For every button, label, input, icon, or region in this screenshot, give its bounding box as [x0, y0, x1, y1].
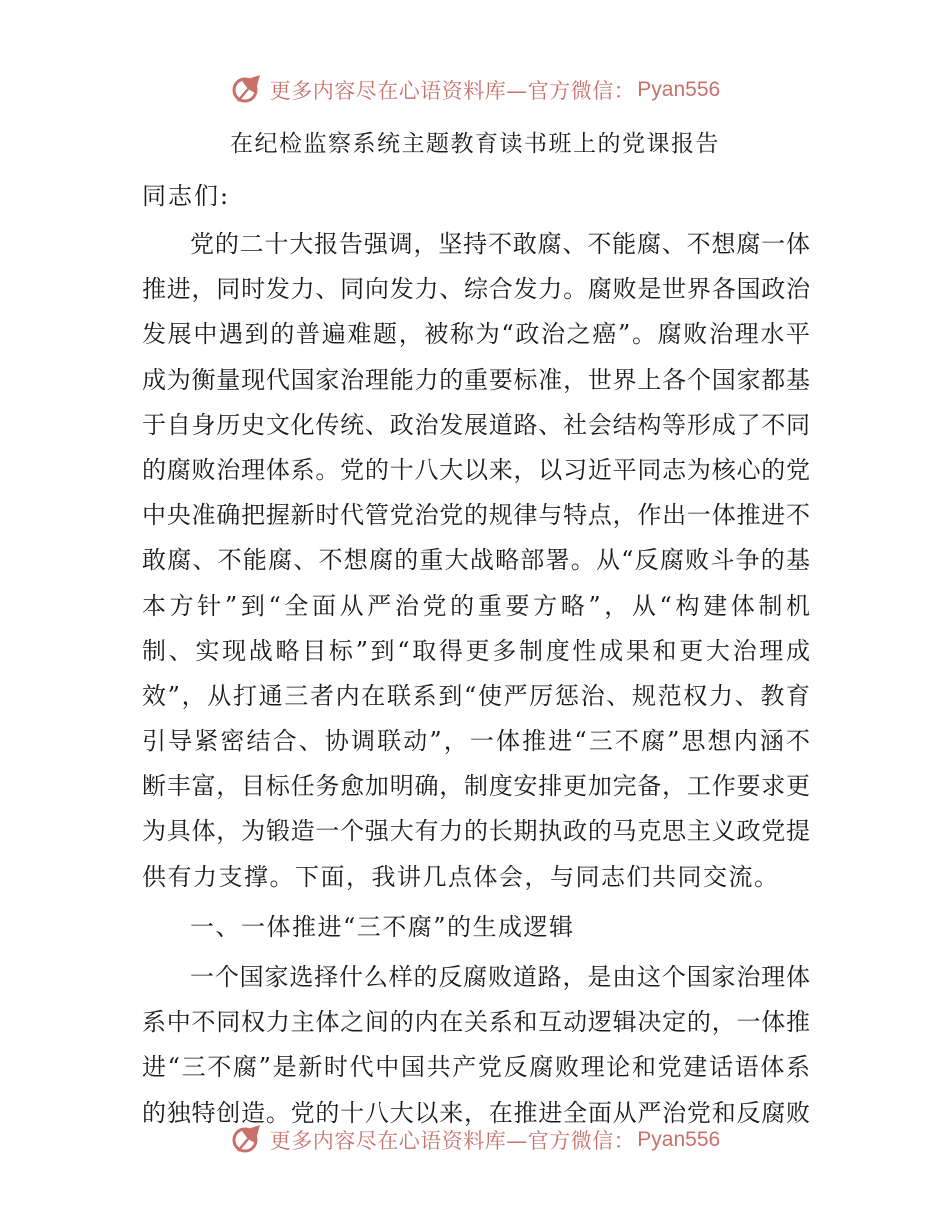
text-line: 一个国家选择什么样的反腐败道路，是由这个国家治理体 — [190, 963, 810, 991]
text-line: 引导紧密结合、协调联动”，一体推进“三不腐”思想内涵不 — [142, 727, 810, 756]
banner-text: 更多内容尽在心语资料库—官方微信： — [269, 1129, 636, 1153]
text-line: 制、实现战略目标”到“取得更多制度性成果和更大治理成 — [142, 636, 810, 665]
text-line: 中央准确把握新时代管党治党的规律与特点，作出一体推进不 — [142, 501, 810, 530]
text-line: 推进，同时发力、同向发力、综合发力。腐败是世界各国政治 — [142, 275, 810, 304]
text-line: 效”，从打通三者内在联系到“使严厉惩治、规范权力、教育 — [142, 681, 810, 710]
banner-contact: Pyan556 — [637, 1128, 721, 1151]
text-line: 本方针”到“全面从严治党的重要方略”，从“构建体制机 — [142, 591, 810, 620]
text-line: 敢腐、不能腐、不想腐的重大战略部署。从“反腐败斗争的基 — [142, 546, 810, 575]
text-line: 党的二十大报告强调，坚持不敢腐、不能腐、不想腐一体 — [190, 230, 810, 258]
text-line: 的独特创造。党的十八大以来，在推进全面从严治党和反腐败 — [142, 1098, 810, 1127]
header-banner — [0, 70, 950, 110]
pen-nib-logo-icon — [230, 1123, 264, 1157]
text-line: 为具体，为锻造一个强大有力的长期执政的马克思主义政党提 — [142, 817, 810, 846]
text-line: 断丰富，目标任务愈加明确，制度安排更加完备，工作要求更 — [142, 772, 810, 801]
banner-contact: Pyan556 — [637, 78, 721, 101]
text-line: 进“三不腐”是新时代中国共产党反腐败理论和党建话语体系 — [142, 1053, 810, 1082]
text-line: 系中不同权力主体之间的内在关系和互动逻辑决定的，一体推 — [142, 1008, 810, 1037]
salutation: 同志们: — [142, 182, 231, 210]
banner-text: 更多内容尽在心语资料库—官方微信： — [269, 79, 636, 103]
section-heading: 一、一体推进“三不腐”的生成逻辑 — [190, 912, 575, 941]
pen-nib-logo-icon — [230, 73, 264, 107]
text-line: 的腐败治理体系。党的十八大以来，以习近平同志为核心的党 — [142, 455, 810, 484]
text-line: 于自身历史文化传统、政治发展道路、社会结构等形成了不同 — [142, 410, 810, 439]
footer-banner — [0, 1120, 950, 1160]
text-line: 成为衡量现代国家治理能力的重要标准，世界上各个国家都基 — [142, 365, 810, 394]
text-line: 供有力支撑。下面，我讲几点体会，与同志们共同交流。 — [142, 862, 780, 891]
document-body — [142, 222, 810, 1136]
text-line: 发展中遇到的普遍难题，被称为“政治之癌”。腐败治理水平 — [142, 320, 810, 349]
document-title: 在纪检监察系统主题教育读书班上的党课报告 — [230, 131, 720, 157]
